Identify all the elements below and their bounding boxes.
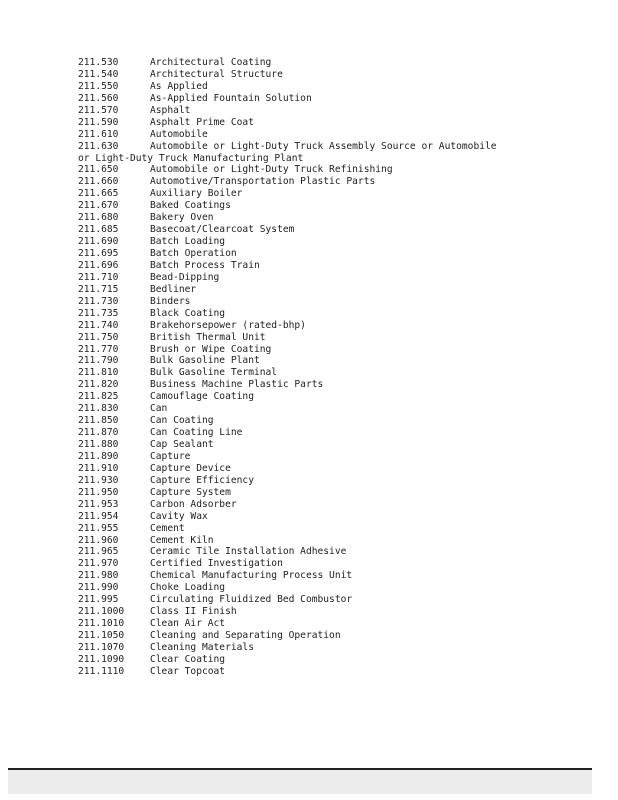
section-number: 211.715	[78, 283, 119, 295]
section-number: 211.810	[78, 367, 119, 379]
defined-term: British Thermal Unit	[150, 331, 266, 343]
list-item	[0, 427, 618, 439]
list-item	[0, 212, 618, 224]
defined-term: Bulk Gasoline Plant	[150, 355, 260, 367]
list-item	[0, 284, 618, 296]
list-item	[0, 141, 618, 153]
defined-term: Can Coating Line	[150, 427, 243, 439]
defined-term: Carbon Adsorber	[150, 498, 237, 510]
defined-term: Bedliner	[150, 283, 197, 295]
list-item	[0, 523, 618, 535]
section-number: 211.790	[78, 355, 119, 367]
defined-term: Brush or Wipe Coating	[150, 343, 272, 355]
defined-term: Can Coating	[150, 415, 214, 427]
list-item	[0, 248, 618, 260]
section-number: 211.1010	[78, 618, 125, 630]
list-item	[0, 105, 618, 117]
defined-term: Basecoat/Clearcoat System	[150, 224, 295, 236]
list-item	[0, 439, 618, 451]
list-item	[0, 451, 618, 463]
defined-term: Capture System	[150, 486, 231, 498]
list-item	[0, 618, 618, 630]
section-number: 211.735	[78, 307, 119, 319]
section-number: 211.530	[78, 57, 119, 68]
list-item	[0, 666, 618, 678]
list-item	[0, 272, 618, 284]
section-number: 211.990	[78, 582, 119, 594]
list-item	[0, 630, 618, 642]
section-number: 211.953	[78, 498, 119, 510]
section-number: 211.910	[78, 462, 119, 474]
list-item	[0, 535, 618, 547]
section-number: 211.995	[78, 594, 119, 606]
defined-term: Automotive/Transportation Plastic Parts	[150, 176, 376, 188]
defined-term: Capture Device	[150, 462, 231, 474]
section-number: 211.980	[78, 570, 119, 582]
defined-term: Class II Finish	[150, 606, 237, 618]
list-item	[0, 344, 618, 356]
list-item	[0, 129, 618, 141]
section-number: 211.540	[78, 68, 119, 80]
list-item	[0, 475, 618, 487]
defined-term: Clear Coating	[150, 653, 226, 665]
defined-term: As-Applied Fountain Solution	[150, 92, 312, 104]
section-number: 211.820	[78, 379, 119, 391]
list-item	[0, 355, 618, 367]
section-number: 211.695	[78, 248, 119, 259]
defined-term: Cap Sealant	[150, 439, 214, 450]
section-number: 211.890	[78, 450, 119, 462]
section-number: 211.970	[78, 558, 119, 570]
list-item	[0, 499, 618, 511]
defined-term: Cavity Wax	[150, 510, 208, 522]
section-number: 211.750	[78, 331, 119, 343]
section-number: 211.630	[78, 140, 119, 152]
defined-term: Chemical Manufacturing Process Unit	[150, 570, 353, 582]
list-item	[0, 367, 618, 379]
section-number: 211.590	[78, 116, 119, 128]
list-item	[0, 117, 618, 129]
defined-term: Bakery Oven	[150, 212, 214, 224]
defined-term: Black Coating	[150, 307, 226, 319]
defined-term: Business Machine Plastic Parts	[150, 379, 324, 391]
section-number: 211.930	[78, 474, 119, 486]
section-number: 211.570	[78, 104, 119, 116]
defined-term: Asphalt	[150, 104, 191, 116]
section-number: 211.550	[78, 80, 119, 92]
page-footer-bar	[8, 768, 592, 794]
defined-term: Architectural Coating	[150, 57, 272, 68]
section-number: 211.950	[78, 486, 119, 498]
section-number: 211.665	[78, 188, 119, 200]
list-item	[0, 296, 618, 308]
section-number: 211.955	[78, 522, 119, 534]
defined-term: Baked Coatings	[150, 200, 231, 212]
list-item	[0, 69, 618, 81]
defined-term: Auxiliary Boiler	[150, 188, 243, 200]
section-number: 211.1090	[78, 653, 125, 665]
list-item	[0, 606, 618, 618]
defined-term: Asphalt Prime Coat	[150, 116, 254, 128]
defined-term: Batch Operation	[150, 248, 237, 259]
section-number: 211.740	[78, 319, 119, 331]
section-number: 211.1050	[78, 630, 125, 641]
defined-term: Cement Kiln	[150, 534, 214, 546]
section-number: 211.870	[78, 427, 119, 439]
list-item	[0, 654, 618, 666]
section-number: 211.660	[78, 176, 119, 188]
defined-term: Architectural Structure	[150, 68, 283, 80]
list-item	[0, 260, 618, 272]
defined-term: Cleaning and Separating Operation	[150, 630, 341, 641]
list-item	[0, 487, 618, 499]
section-number: 211.610	[78, 128, 119, 140]
section-number: 211.965	[78, 546, 119, 558]
list-item	[0, 642, 618, 654]
defined-term: Cement	[150, 522, 185, 534]
section-number: 211.710	[78, 271, 119, 283]
defined-term: Brakehorsepower (rated-bhp)	[150, 319, 306, 331]
list-item	[0, 511, 618, 523]
defined-term: Cleaning Materials	[150, 641, 254, 653]
section-number: 211.830	[78, 403, 119, 415]
list-item	[0, 224, 618, 236]
list-item	[0, 164, 618, 176]
section-number: 211.1000	[78, 606, 125, 618]
list-item	[0, 320, 618, 332]
defined-term: Automobile or Light-Duty Truck Refinishing	[150, 164, 393, 176]
defined-term: As Applied	[150, 80, 208, 92]
section-number: 211.1110	[78, 665, 125, 677]
defined-term: Bead-Dipping	[150, 271, 220, 283]
section-number: 211.650	[78, 164, 119, 176]
list-item	[0, 188, 618, 200]
section-number: 211.730	[78, 295, 119, 307]
defined-term: Ceramic Tile Installation Adhesive	[150, 546, 347, 558]
defined-term: Camouflage Coating	[150, 391, 254, 403]
list-item	[0, 81, 618, 93]
list-item-continuation	[0, 153, 618, 165]
defined-term: Automobile or Light-Duty Truck Assembly Source or Automobile	[150, 140, 497, 152]
list-item	[0, 415, 618, 427]
defined-term: Clear Topcoat	[150, 665, 226, 677]
section-number: 211.1070	[78, 641, 125, 653]
defined-term: Batch Loading	[150, 236, 226, 248]
list-item	[0, 594, 618, 606]
list-item	[0, 200, 618, 212]
defined-term: Binders	[150, 295, 191, 307]
list-item	[0, 236, 618, 248]
list-item	[0, 403, 618, 415]
list-item	[0, 93, 618, 105]
list-item	[0, 463, 618, 475]
section-number: 211.770	[78, 343, 119, 355]
section-number: 211.690	[78, 236, 119, 248]
section-number: 211.954	[78, 510, 119, 522]
section-number: 211.960	[78, 534, 119, 546]
section-number: 211.685	[78, 224, 119, 236]
defined-term-continuation: or Light-Duty Truck Manufacturing Plant	[78, 152, 304, 164]
defined-term: Automobile	[150, 128, 208, 140]
defined-term: Clean Air Act	[150, 618, 226, 630]
defined-term: Can	[150, 403, 168, 415]
section-number: 211.680	[78, 212, 119, 224]
list-item	[0, 582, 618, 594]
defined-term: Capture	[150, 450, 191, 462]
section-number: 211.670	[78, 200, 119, 212]
list-item	[0, 332, 618, 344]
defined-term: Bulk Gasoline Terminal	[150, 367, 278, 379]
defined-term: Circulating Fluidized Bed Combustor	[150, 594, 353, 606]
section-number: 211.560	[78, 92, 119, 104]
defined-term: Capture Efficiency	[150, 474, 254, 486]
defined-term: Choke Loading	[150, 582, 226, 594]
section-number: 211.880	[78, 439, 119, 450]
list-item	[0, 570, 618, 582]
definitions-list	[0, 57, 618, 678]
section-number: 211.850	[78, 415, 119, 427]
defined-term: Certified Investigation	[150, 558, 283, 570]
list-item	[0, 558, 618, 570]
list-item	[0, 57, 618, 69]
section-number: 211.696	[78, 259, 119, 271]
list-item	[0, 308, 618, 320]
list-item	[0, 379, 618, 391]
section-number: 211.825	[78, 391, 119, 403]
list-item	[0, 546, 618, 558]
defined-term: Batch Process Train	[150, 259, 260, 271]
list-item	[0, 391, 618, 403]
list-item	[0, 176, 618, 188]
